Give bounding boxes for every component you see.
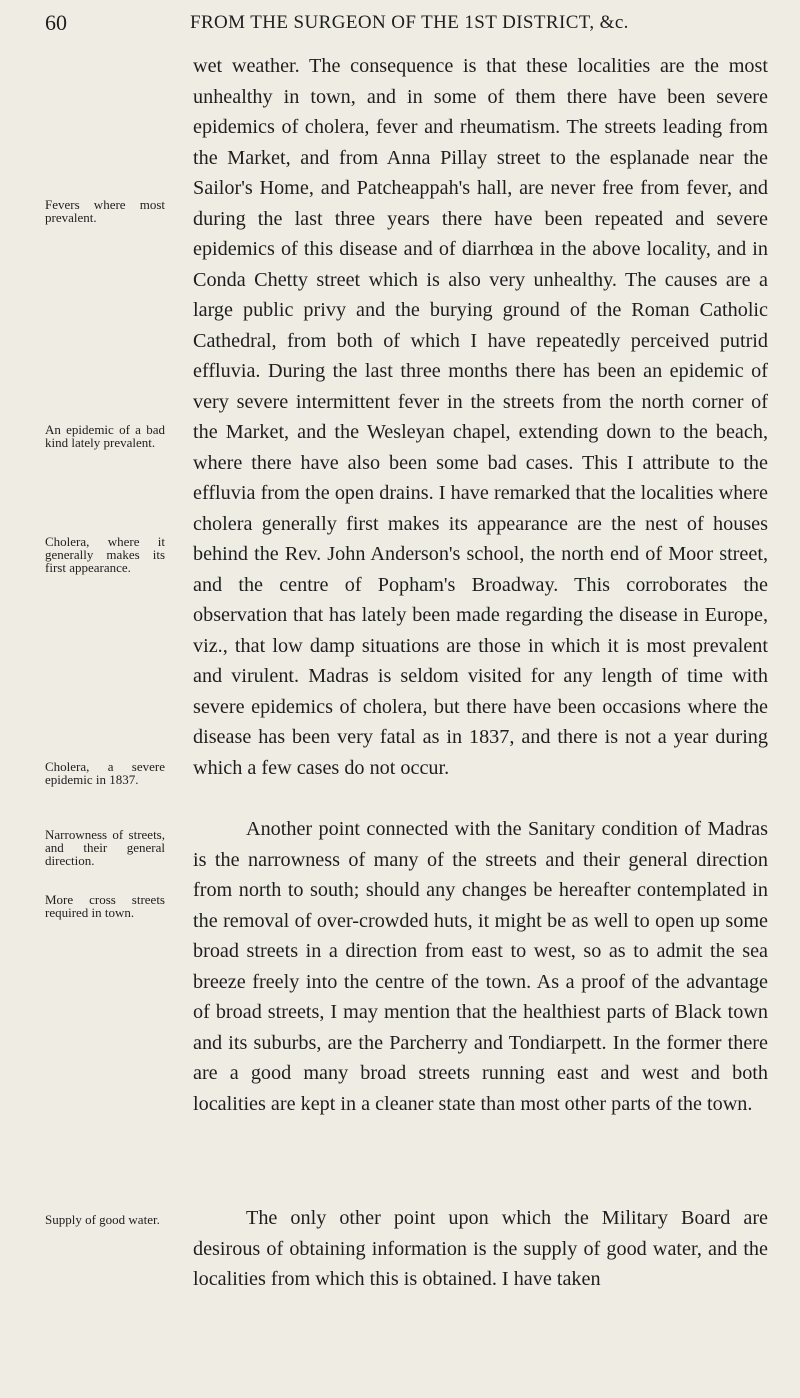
margin-note-water-supply: Supply of good water. <box>45 1212 160 1227</box>
margin-note-cross-streets: More cross streets required in town. <box>45 892 165 920</box>
margin-note-narrow-streets: Narrowness of streets, and their general direction. <box>45 827 165 868</box>
margin-note-cholera-1837: Cholera, a severe epidemic in 1837. <box>45 759 165 787</box>
running-header: FROM THE SURGEON OF THE 1ST DISTRICT, &c. <box>190 12 629 33</box>
body-paragraph-1: wet weather. The consequence is that these localities are the most unhealthy in town, and in some of them there have been severe epidemics of cholera, fever and rheumatism. The streets leading from the Market, and from Anna Pillay street to the esplanade near the Sailor's Home, and Patcheappah's hall, are never free from fever, and during the last three years there have been repeated and severe epidemics of this disease and of diarrhœa in the above locality, and in Conda Chetty street which is also very unhealthy. The causes are a large public privy and the burying ground of the Roman Catholic Cathedral, from both of which I have repeatedly perceived putrid effluvia. During the last three months there has been an epidemic of very severe intermittent fever in the streets from the north corner of the Market, and the Wesleyan chapel, extending down to the beach, where there have also been some bad cases. This I attribute to the effluvia from the open drains. I have remarked that the localities where cholera generally first makes its appearance are the nest of houses behind the Rev. John Anderson's school, the north end of Moor street, and the centre of Popham's Broadway. This corroborates the observation that has lately been made regarding the disease in Europe, viz., that low damp situations are those in which it is most prevalent and virulent. Madras is seldom visited for any length of time with severe epidemics of cholera, but there have been occasions where the disease has been very fatal as in 1837, and there is not a year during which a few cases do not occur. <box>193 55 768 779</box>
body-paragraph-3: The only other point upon which the Military Board are desirous of obtaining information is the supply of good water, and the localities from which this is obtained. I have taken <box>193 1207 768 1290</box>
page-number: 60 <box>45 10 67 35</box>
margin-note-fevers: Fevers where most prevalent. <box>45 197 165 225</box>
body-paragraph-2: Another point connected with the Sanitary condition of Madras is the narrowness of many of the streets and their general direction from north to south; should any changes be hereafter contemplated in the removal of over-crowded huts, it might be as well to open up some broad streets in a direction from east to west, so as to admit the sea breeze freely into the centre of the town. As a proof of the advantage of broad streets, I may mention that the healthiest parts of Black town and its suburbs, are the Parcherry and Tondiarpett. In the former there are a good many broad streets running east and west and both localities are kept in a cleaner state than most other parts of the town. <box>193 818 768 1115</box>
margin-note-cholera-appearance: Cholera, where it generally makes its first appearance. <box>45 534 165 575</box>
margin-note-epidemic: An epidemic of a bad kind lately prevalent. <box>45 422 165 450</box>
